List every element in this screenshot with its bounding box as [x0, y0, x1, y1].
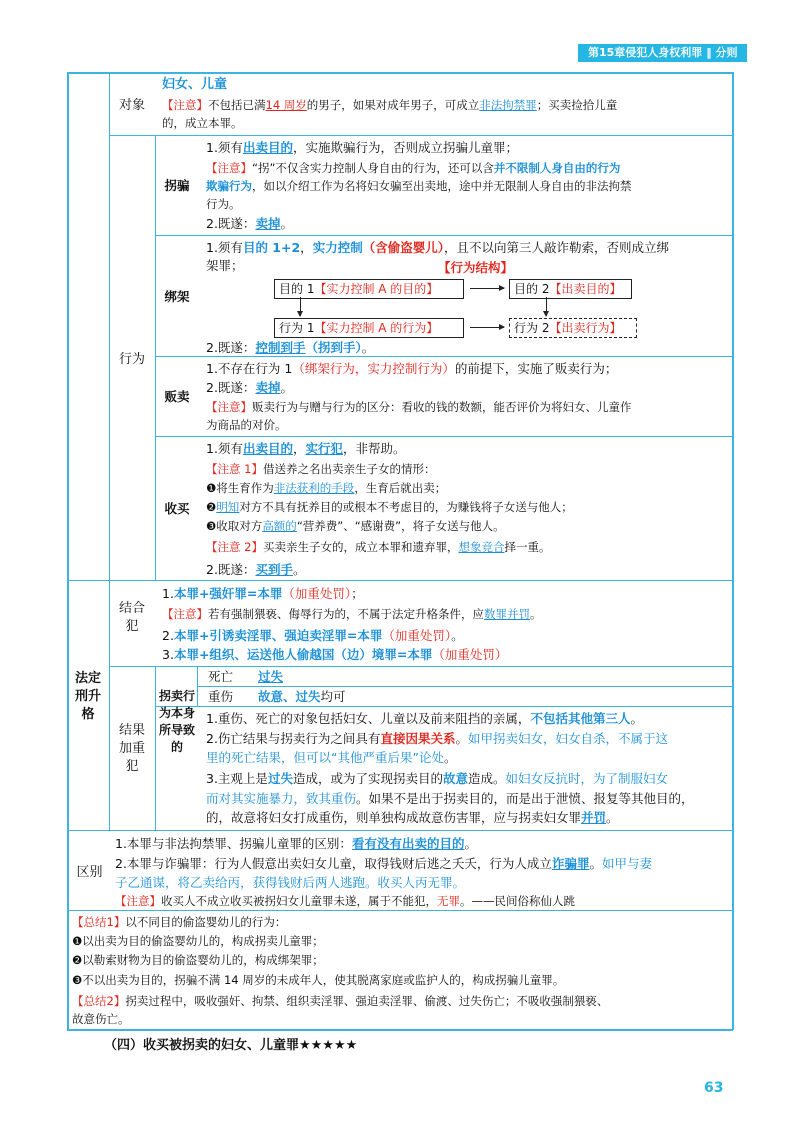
- bangjia-line-3: 2.既遂：控制到手（拐到手）。: [206, 340, 375, 355]
- guaipian-line-4: 行为。: [206, 197, 241, 211]
- label-jiehe: 结合犯: [118, 601, 145, 634]
- shoumai-line-3: ❶将生育作为非法获利的手段，生育后就出卖；: [206, 481, 447, 495]
- bangjia-line-1: 1.须有目的 1+2，实力控制（含偷盗婴儿），且不以向第三人敲诈勒索，否则成立绑: [206, 240, 669, 255]
- jieguo-line-1: 1.重伤、死亡的对象包括妇女、儿童以及前来阻挡的亲属，不包括其他第三人。: [206, 711, 643, 726]
- label-object: 对象: [118, 98, 145, 113]
- struct-box-act-2: 行为 2【出卖行为】: [509, 318, 637, 338]
- arrow-right-icon: [470, 327, 504, 328]
- jiehe-line-2: 【注意】若有强制猥亵、侮辱行为的，不属于法定升格条件，应数罪并罚。: [162, 607, 542, 621]
- object-line-2: 【注意】不包括已满14 周岁的男子，如果对成年男子，可成立非法拘禁罪；买卖捡拾儿童: [162, 98, 618, 112]
- death-label: 死亡: [208, 669, 234, 684]
- jieguo-line-4: 3.主观上是过失造成，或为了实现拐卖目的故意造成。如妇女反抗时，为了制服妇女: [206, 771, 669, 786]
- page-number: 63: [704, 1080, 724, 1096]
- guaipian-line-3: 欺骗行为，如以介绍工作为名将妇女骗至出卖地，途中并无限制人身自由的非法拘禁: [206, 179, 632, 193]
- shoumai-line-7: 2.既遂：买到手。: [206, 562, 306, 577]
- guaipian-line-5: 2.既遂：卖掉。: [206, 216, 293, 231]
- summary-line-5: 【总结2】拐卖过程中，吸收强奸、拘禁、组织卖淫罪、强迫卖淫罪、偷渡、过失伤亡；不吸收强制猥亵、: [72, 994, 609, 1008]
- jieguo-line-6: 的，故意将妇女打成重伤，则单独构成故意伤害罪，应与拐卖妇女罪并罚。: [206, 810, 619, 825]
- label-act: 行为: [118, 352, 145, 367]
- jiehe-line-1: 1.本罪+强奸罪=本罪（加重处罚）；: [162, 586, 364, 601]
- shoumai-line-5: ❸收取对方高额的“营养费”、“感谢费”，将子女送与他人。: [206, 519, 505, 533]
- qubie-line-1: 1.本罪与非法拘禁罪、拐骗儿童罪的区别：看有没有出卖的目的。: [115, 836, 477, 851]
- fanmai-line-3: 【注意】贩卖行为与赠与行为的区分：看收的钱的数额，能否评价为将妇女、儿童作: [206, 400, 632, 414]
- injury-label: 重伤: [208, 689, 234, 704]
- arrow-right-icon: [470, 288, 504, 289]
- struct-box-act-1: 行为 1【实力控制 A 的行为】: [274, 318, 464, 338]
- struct-box-purpose-1: 目的 1【实力控制 A 的目的】: [274, 279, 464, 299]
- fanmai-line-1: 1.不存在行为 1（绑架行为，实力控制行为）的前提下，实施了贩卖行为；: [206, 361, 618, 376]
- chapter-header: 第15章侵犯人身权利罪 ‖ 分则: [578, 44, 747, 62]
- label-guaipian: 拐骗: [164, 178, 190, 193]
- label-jieguo: 结果加重犯: [118, 723, 145, 774]
- object-line-1: 妇女、儿童: [162, 77, 228, 92]
- jiehe-line-3: 2.本罪+引诱卖淫罪、强迫卖淫罪=本罪（加重处罚）。: [162, 628, 464, 643]
- shoumai-line-2: 【注意 1】借送养之名出卖亲生子女的情形：: [206, 462, 436, 476]
- bangjia-line-2: 架罪；: [206, 258, 244, 273]
- fanmai-line-2: 2.既遂：卖掉。: [206, 380, 293, 395]
- bangjia-struct-title: 【行为结构】: [438, 260, 514, 275]
- summary-line-6: 故意伤亡。: [72, 1012, 130, 1026]
- summary-line-4: ❸不以出卖为目的，拐骗不满 14 周岁的未成年人，使其脱离家庭或监护人的，构成拐骗儿童罪。: [72, 973, 565, 987]
- guaipian-line-2: 【注意】“拐”不仅含实力控制人身自由的行为，还可以含并不限制人身自由的行为: [206, 161, 621, 175]
- summary-line-1: 【总结1】以不同目的偷盗婴幼儿的行为：: [72, 915, 287, 929]
- shoumai-line-4: ❷明知对方不具有抚养目的或根本不考虑目的，为赚钱将子女送与他人；: [206, 500, 573, 514]
- fanmai-line-4: 为商品的对价。: [206, 418, 287, 432]
- death-value: 过失: [258, 669, 284, 684]
- summary-line-3: ❷以勒索财物为目的偷盗婴幼儿的，构成绑架罪；: [72, 953, 324, 967]
- object-line-3: 的，成立本罪。: [162, 116, 243, 130]
- label-shoumai: 收买: [164, 501, 190, 516]
- label-fanmai: 贩卖: [164, 389, 190, 404]
- shoumai-line-6: 【注意 2】买卖亲生子女的，成立本罪和遗弃罪，想象竞合择一重。: [206, 540, 551, 554]
- label-qubie: 区别: [76, 864, 103, 880]
- injury-value: 故意、过失均可: [258, 689, 346, 704]
- label-fading: 法定刑升格: [74, 671, 101, 722]
- jieguo-line-3: 里的死亡结果，但可以“其他严重后果”论处。: [206, 750, 457, 765]
- summary-line-2: ❶以出卖为目的偷盗婴幼儿的，构成拐卖儿童罪；: [72, 934, 324, 948]
- arrow-down-icon: [546, 297, 547, 316]
- qubie-line-3: 子乙通谋，将乙卖给丙，获得钱财后两人逃跑。收买人丙无罪。: [115, 875, 466, 890]
- jieguo-line-2: 2.伤亡结果与拐卖行为之间具有直接因果关系。如甲拐卖妇女，妇女自杀，不属于这: [206, 731, 668, 746]
- qubie-line-2: 2.本罪与诈骗罪：行为人假意出卖妇女儿童，取得钱财后逃之夭夭，行为人成立诈骗罪。如甲与妻: [115, 856, 652, 871]
- jieguo-line-5: 而对其实施暴力，致其重伤。如果不是出于拐卖目的，而是出于泄愤、报复等其他目的，: [206, 791, 694, 806]
- jiehe-line-4: 3.本罪+组织、运送他人偷越国（边）境罪=本罪（加重处罚）: [162, 647, 508, 662]
- shoumai-line-1: 1.须有出卖目的，实行犯，非帮助。: [206, 441, 406, 456]
- next-section-title: （四）收买被拐卖的妇女、儿童罪★★★★★: [104, 1038, 358, 1053]
- label-guaimai-result: 拐卖行为本身所导致的: [158, 689, 195, 754]
- struct-box-purpose-2: 目的 2【出卖目的】: [509, 279, 632, 299]
- arrow-down-icon: [300, 297, 301, 316]
- guaipian-line-1: 1.须有出卖目的，实施欺骗行为，否则成立拐骗儿童罪；: [206, 140, 518, 155]
- label-bangjia: 绑架: [164, 288, 190, 304]
- qubie-line-4: 【注意】收买人不成立收买被拐妇女儿童罪未遂，属于不能犯，无罪。——民间俗称仙人跳: [115, 894, 575, 908]
